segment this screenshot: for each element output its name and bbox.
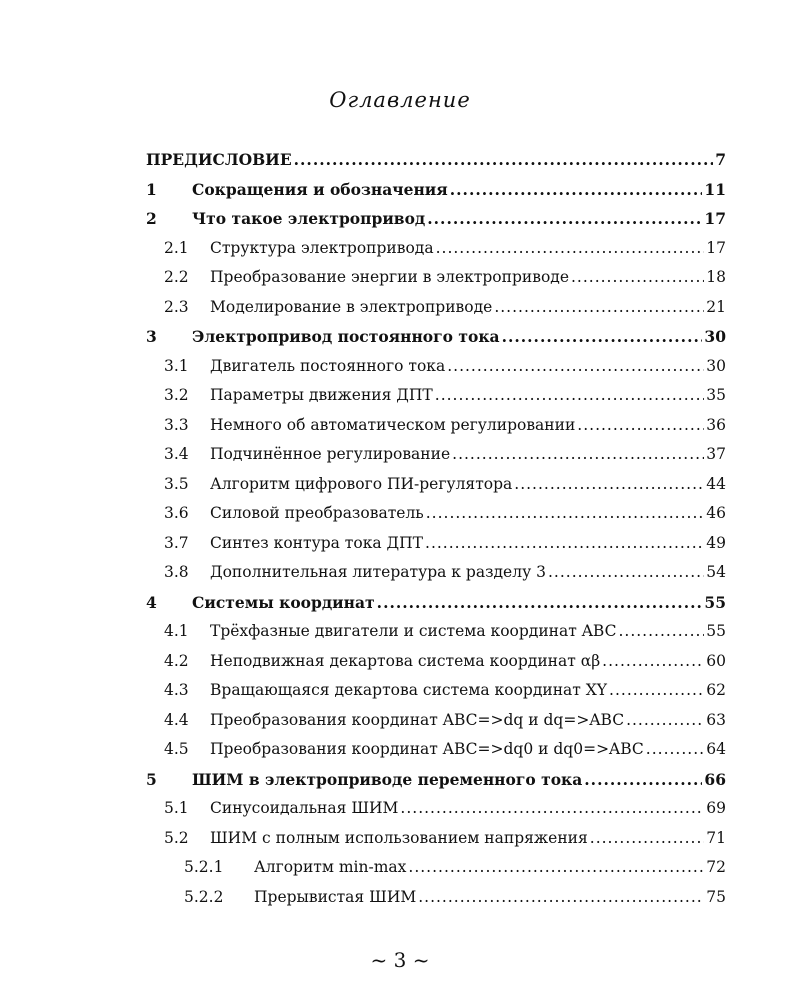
- toc-entry[interactable]: [146, 357, 726, 387]
- toc-entry[interactable]: [146, 799, 726, 829]
- toc-entry-number: 4.4: [164, 710, 189, 729]
- dot-leader: [447, 357, 704, 375]
- toc-entry-number: 5.2: [164, 828, 189, 847]
- toc-entry-page: 64: [706, 740, 726, 758]
- dot-leader: [435, 386, 704, 404]
- dot-leader: [426, 504, 705, 522]
- dot-leader: [294, 150, 714, 169]
- toc-entry-page: 75: [706, 887, 726, 906]
- toc-entry[interactable]: [146, 829, 726, 859]
- toc-entry-number: 3.4: [164, 445, 189, 463]
- toc-entry-page: 44: [706, 474, 726, 493]
- page-number: ~ 3 ~: [370, 948, 430, 972]
- toc-entry[interactable]: [146, 239, 726, 269]
- toc-entry[interactable]: [146, 209, 726, 239]
- toc-entry-label: Что такое электропривод: [192, 209, 426, 228]
- toc-entry-label: Синусоидальная ШИМ: [210, 799, 399, 817]
- dot-leader: [577, 416, 704, 434]
- toc-entry-page: 55: [704, 592, 726, 612]
- toc-entry-number: 2.1: [164, 238, 189, 257]
- toc-entry-label: Двигатель постоянного тока: [210, 356, 446, 375]
- toc-entry-number: 3.6: [164, 504, 189, 522]
- dot-leader: [548, 563, 704, 581]
- toc-title: Оглавление: [329, 88, 471, 112]
- toc-entry-label: Параметры движения ДПТ: [210, 386, 433, 404]
- toc-entry[interactable]: [146, 416, 726, 446]
- toc-entry[interactable]: [146, 327, 726, 357]
- toc-entry-page: 11: [704, 179, 726, 199]
- toc-entry-page: 35: [706, 386, 726, 404]
- dot-leader: [494, 298, 704, 316]
- toc-entry[interactable]: [146, 386, 726, 416]
- toc-entry-label: Неподвижная декартова система координат αβ: [210, 651, 601, 670]
- toc-entry[interactable]: [146, 504, 726, 534]
- toc-entry-label: Прерывистая ШИМ: [254, 887, 417, 906]
- dot-leader: [425, 534, 704, 552]
- toc-entry-label: ПРЕДИСЛОВИЕ: [146, 150, 292, 169]
- dot-leader: [427, 209, 702, 228]
- dot-leader: [452, 445, 704, 463]
- toc-entry-label: Электропривод постоянного тока: [192, 327, 500, 346]
- toc-entry-page: 17: [704, 209, 726, 228]
- toc-entry-label: Алгоритм min-max: [254, 858, 407, 876]
- toc-entry-number: 3.8: [164, 563, 189, 581]
- toc-entry[interactable]: [146, 711, 726, 741]
- toc-entry-label: Моделирование в электроприводе: [210, 297, 493, 316]
- toc-entry-page: 60: [706, 651, 726, 670]
- dot-leader: [602, 652, 704, 670]
- toc-entry-label: Немного об автоматическом регулировании: [210, 415, 576, 434]
- toc-entry-number: 2.3: [164, 297, 189, 316]
- toc-entry-page: 63: [706, 710, 726, 729]
- dot-leader: [436, 239, 705, 257]
- toc-entry-label: Сокращения и обозначения: [192, 179, 448, 199]
- dot-leader: [408, 858, 704, 876]
- toc-entry-number: 3: [146, 327, 157, 346]
- toc-entry-label: Системы координат: [192, 592, 375, 612]
- toc-entry-page: 54: [706, 563, 726, 581]
- dot-leader: [418, 888, 704, 906]
- toc-entry[interactable]: [146, 298, 726, 328]
- toc-entry[interactable]: [146, 622, 726, 652]
- toc-entry-number: 5: [146, 769, 157, 789]
- toc-entry-label: Силовой преобразователь: [210, 504, 424, 522]
- toc-entry-label: Трёхфазные двигатели и система координат ABC: [210, 622, 617, 640]
- toc-entry-number: 5.2.2: [184, 887, 224, 906]
- dot-leader: [377, 593, 703, 612]
- dot-leader: [609, 681, 704, 699]
- dot-leader: [626, 711, 704, 729]
- dot-leader: [514, 475, 704, 493]
- toc-entry-label: Преобразования координат ABC=>dq0 и dq0=>ABC: [210, 740, 644, 758]
- table-of-contents: [146, 150, 726, 917]
- toc-entry-number: 3.3: [164, 415, 189, 434]
- toc-entry[interactable]: [146, 475, 726, 505]
- toc-entry-page: 30: [704, 327, 726, 346]
- toc-entry-number: 5.1: [164, 799, 189, 817]
- toc-entry-page: 62: [706, 681, 726, 699]
- toc-entry-label: ШИМ с полным использованием напряжения: [210, 828, 588, 847]
- toc-entry-label: ШИМ в электроприводе переменного тока: [192, 769, 583, 789]
- toc-entry[interactable]: [146, 563, 726, 593]
- toc-entry[interactable]: [146, 681, 726, 711]
- toc-entry-page: 7: [715, 150, 726, 169]
- toc-entry-number: 3.7: [164, 533, 189, 552]
- toc-entry[interactable]: [146, 858, 726, 888]
- toc-entry[interactable]: [146, 268, 726, 298]
- dot-leader: [584, 770, 702, 789]
- toc-entry-number: 2.2: [164, 268, 189, 286]
- toc-entry-number: 2: [146, 209, 157, 228]
- toc-entry[interactable]: [146, 445, 726, 475]
- dot-leader: [400, 799, 704, 817]
- toc-entry-page: 69: [706, 799, 726, 817]
- toc-entry-number: 4.5: [164, 740, 189, 758]
- toc-entry-number: 3.2: [164, 386, 189, 404]
- toc-entry-page: 18: [706, 268, 726, 286]
- toc-entry-label: Преобразование энергии в электроприводе: [210, 268, 569, 286]
- toc-entry-page: 37: [706, 445, 726, 463]
- toc-entry[interactable]: [146, 150, 726, 180]
- toc-entry-page: 17: [706, 238, 726, 257]
- toc-entry-number: 4.2: [164, 651, 189, 670]
- dot-leader: [618, 622, 704, 640]
- toc-entry[interactable]: [146, 593, 726, 623]
- toc-entry-number: 3.5: [164, 474, 189, 493]
- toc-entry-label: Структура электропривода: [210, 238, 434, 257]
- toc-entry-number: 4.1: [164, 622, 189, 640]
- toc-entry-number: 1: [146, 179, 157, 199]
- dot-leader: [502, 327, 703, 346]
- toc-entry[interactable]: [146, 534, 726, 564]
- toc-entry-label: Подчинённое регулирование: [210, 445, 451, 463]
- toc-entry-page: 21: [706, 297, 726, 316]
- dot-leader: [571, 268, 704, 286]
- toc-entry[interactable]: [146, 180, 726, 210]
- dot-leader: [590, 829, 704, 847]
- toc-entry-number: 5.2.1: [184, 858, 224, 876]
- toc-entry-page: 36: [706, 415, 726, 434]
- dot-leader: [450, 180, 703, 199]
- toc-entry-number: 4.3: [164, 681, 189, 699]
- toc-entry-page: 66: [704, 769, 726, 789]
- toc-entry-number: 4: [146, 592, 157, 612]
- toc-entry-page: 49: [706, 533, 726, 552]
- toc-entry-label: Синтез контура тока ДПТ: [210, 533, 424, 552]
- toc-entry-page: 72: [706, 858, 726, 876]
- toc-entry-label: Дополнительная литература к разделу 3: [210, 563, 546, 581]
- toc-entry[interactable]: [146, 740, 726, 770]
- dot-leader: [646, 740, 704, 758]
- toc-entry-page: 46: [706, 504, 726, 522]
- toc-entry-number: 3.1: [164, 356, 189, 375]
- toc-entry[interactable]: [146, 888, 726, 918]
- toc-entry-label: Вращающаяся декартова система координат XY: [210, 681, 608, 699]
- toc-entry[interactable]: [146, 652, 726, 682]
- toc-entry-page: 30: [706, 356, 726, 375]
- toc-entry-page: 55: [706, 622, 726, 640]
- toc-entry[interactable]: [146, 770, 726, 800]
- toc-entry-label: Преобразования координат ABC=>dq и dq=>ABC: [210, 710, 625, 729]
- toc-entry-label: Алгоритм цифрового ПИ-регулятора: [210, 474, 513, 493]
- toc-entry-page: 71: [706, 828, 726, 847]
